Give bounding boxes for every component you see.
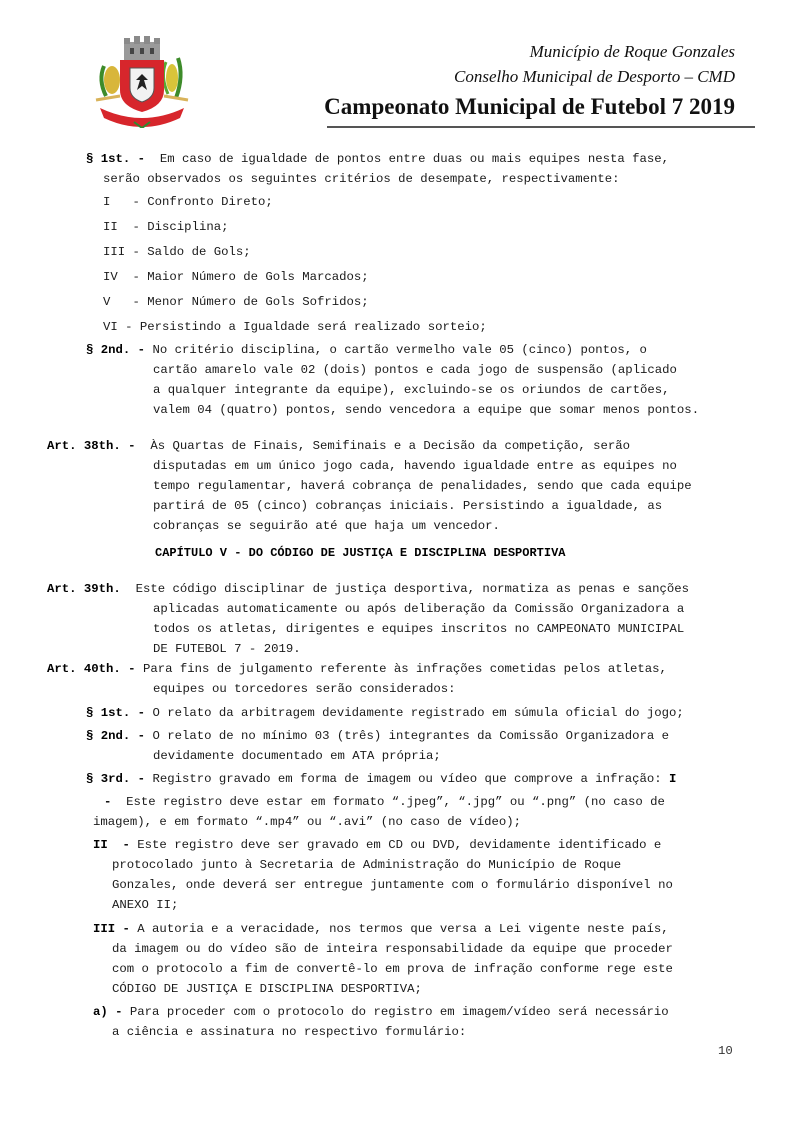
criterion-num: III (103, 245, 126, 259)
article-38-line-4: partirá de 05 (cinco) cobranças iniciais. Persistindo a igualdade, as (153, 499, 663, 513)
paragraph-1st-line-1 (86, 152, 669, 166)
article-label: Art. 38th. - (47, 439, 136, 453)
article-40-paragraph-1st (86, 706, 684, 720)
coat-of-arms-icon (90, 36, 194, 128)
criterion-item (103, 245, 251, 259)
criterion-text: - Confronto Direto; (132, 195, 273, 209)
criterion-text: - Saldo de Gols; (132, 245, 251, 259)
item-text: A autoria e a veracidade, nos termos que versa a Lei vigente neste país, (137, 922, 669, 936)
article-40-item-3-line-2: da imagem ou do vídeo são de inteira responsabilidade da equipe que proceder (112, 942, 673, 956)
article-label: Art. 39th. (47, 582, 121, 596)
paragraph-text: O relato de no mínimo 03 (três) integrantes da Comissão Organizadora e (152, 729, 669, 743)
paragraph-text: Em caso de igualdade de pontos entre duas ou mais equipes nesta fase, (159, 152, 669, 166)
article-40-item-2-line-3: Gonzales, onde deverá ser entregue juntamente com o formulário disponível no (112, 878, 673, 892)
paragraph-2nd-line-3: a qualquer integrante da equipe), excluindo-se os oriundos de cartões, (153, 383, 670, 397)
article-40-paragraph-2nd-line-2: devidamente documentado em ATA própria; (153, 749, 441, 763)
item-label: a) - (93, 1005, 123, 1019)
article-40-item-2-line-1 (93, 838, 661, 852)
item-text: Para proceder com o protocolo do registro em imagem/vídeo será necessário (129, 1005, 669, 1019)
paragraph-2nd-line-2: cartão amarelo vale 02 (dois) pontos e cada jogo de suspensão (aplicado (153, 363, 677, 377)
criterion-text: - Menor Número de Gols Sofridos; (132, 295, 369, 309)
criterion-num: I (103, 195, 111, 209)
criterion-item (103, 220, 228, 234)
item-label: III - (93, 922, 130, 936)
item-dash: - (104, 795, 112, 809)
article-40-item-3-line-3: com o protocolo a fim de convertê-lo em prova de infração conforme rege este (112, 962, 673, 976)
item-label: II - (93, 838, 130, 852)
article-40-item-a-line-1 (93, 1005, 669, 1019)
paragraph-label: § 2nd. - (86, 729, 146, 743)
article-40-paragraph-3rd-line-1 (86, 772, 676, 786)
criterion-num: V (103, 295, 111, 309)
article-40-line-2: equipes ou torcedores serão considerados: (153, 682, 456, 696)
chapter-heading: CAPÍTULO V - DO CÓDIGO DE JUSTIÇA E DISCIPLINA DESPORTIVA (155, 546, 566, 560)
article-text: Às Quartas de Finais, Semifinais e a Decisão da competição, serão (150, 439, 630, 453)
paragraph-text: No critério disciplina, o cartão vermelho vale 05 (cinco) pontos, o (152, 343, 647, 357)
header-title: Campeonato Municipal de Futebol 7 2019 (324, 94, 735, 119)
criterion-item (103, 195, 273, 209)
criterion-num: VI (103, 320, 118, 334)
article-39-line-1 (47, 582, 689, 596)
item-text: Este registro deve estar em formato “.jpeg”, “.jpg” ou “.png” (no caso de (126, 795, 665, 809)
criterion-item (103, 295, 369, 309)
article-38-line-3: tempo regulamentar, haverá cobrança de penalidades, sendo que cada equipe (153, 479, 692, 493)
article-38-line-1 (47, 439, 630, 453)
item-number: I (669, 772, 677, 786)
paragraph-2nd-line-1 (86, 343, 647, 357)
article-40-item-3-line-1 (93, 922, 669, 936)
article-38-line-5: cobranças se seguirão até que haja um vencedor. (153, 519, 500, 533)
paragraph-label: § 3rd. - (86, 772, 146, 786)
article-40-item-3-line-4: CÓDIGO DE JUSTIÇA E DISCIPLINA DESPORTIVA; (112, 982, 422, 996)
criterion-num: II (103, 220, 118, 234)
article-39-line-4: DE FUTEBOL 7 - 2019. (153, 642, 301, 656)
header-municipality: Município de Roque Gonzales (529, 42, 735, 61)
paragraph-1st-line-2: serão observados os seguintes critérios de desempate, respectivamente: (103, 172, 620, 186)
article-40-paragraph-2nd-line-1 (86, 729, 669, 743)
criterion-text: - Maior Número de Gols Marcados; (132, 270, 369, 284)
paragraph-text: Registro gravado em forma de imagem ou vídeo que comprove a infração: (152, 772, 662, 786)
article-40-item-2-line-4: ANEXO II; (112, 898, 179, 912)
header-divider (327, 126, 755, 128)
criterion-item (103, 320, 487, 334)
page-number: 10 (718, 1044, 733, 1058)
criterion-item (103, 270, 369, 284)
paragraph-text: O relato da arbitragem devidamente registrado em súmula oficial do jogo; (152, 706, 684, 720)
article-text: Este código disciplinar de justiça desportiva, normatiza as penas e sanções (135, 582, 690, 596)
paragraph-2nd-line-4: valem 04 (quatro) pontos, sendo vencedora a equipe que somar menos pontos. (153, 403, 700, 417)
paragraph-label: § 2nd. - (86, 343, 146, 357)
criterion-num: IV (103, 270, 118, 284)
header-council: Conselho Municipal de Desporto – CMD (454, 67, 735, 86)
municipal-coat-of-arms-logo (90, 36, 194, 128)
article-38-line-2: disputadas em um único jogo cada, havendo igualdade entre as equipes no (153, 459, 677, 473)
article-39-line-2: aplicadas automaticamente ou após deliberação da Comissão Organizadora a (153, 602, 685, 616)
article-40-item-a-line-2: a ciência e assinatura no respectivo formulário: (112, 1025, 467, 1039)
criterion-text: - Persistindo a Igualdade será realizado sorteio; (125, 320, 487, 334)
article-text: Para fins de julgamento referente às infrações cometidas pelos atletas, (142, 662, 667, 676)
item-text: Este registro deve ser gravado em CD ou DVD, devidamente identificado e (137, 838, 662, 852)
article-40-item-1-line-2: imagem), e em formato “.mp4” ou “.avi” (no caso de vídeo); (93, 815, 522, 829)
article-40-item-1-line-1 (104, 795, 665, 809)
criterion-text: - Disciplina; (132, 220, 229, 234)
article-40-line-1 (47, 662, 667, 676)
article-39-line-3: todos os atletas, dirigentes e equipes inscritos no CAMPEONATO MUNICIPAL (153, 622, 685, 636)
article-40-item-2-line-2: protocolado junto à Secretaria de Administração do Município de Roque (112, 858, 622, 872)
article-label: Art. 40th. - (47, 662, 136, 676)
paragraph-label: § 1st. - (86, 706, 146, 720)
paragraph-label: § 1st. - (86, 152, 146, 166)
